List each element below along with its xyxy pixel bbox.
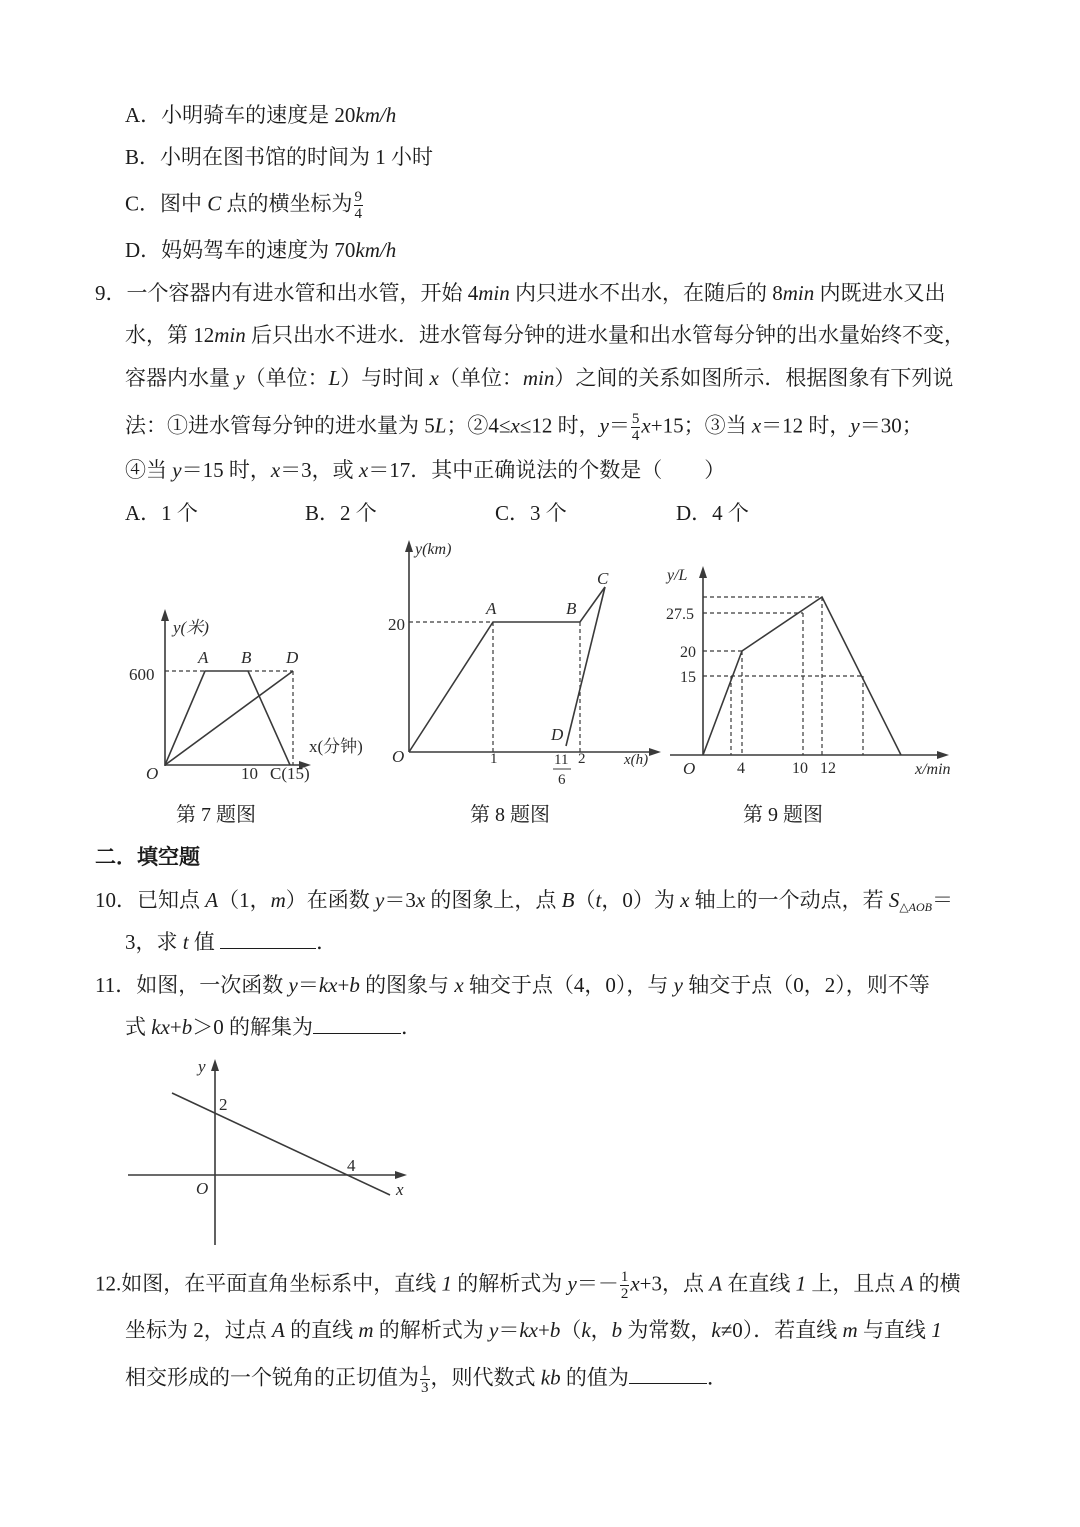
x-axis-label: x bbox=[396, 1180, 404, 1199]
math-var: x bbox=[429, 366, 439, 390]
text-run: 式 bbox=[125, 1015, 152, 1039]
text-run: 的横 bbox=[913, 1271, 961, 1296]
math-var: x bbox=[630, 1271, 640, 1296]
text-run: ， bbox=[590, 1318, 612, 1342]
math-var: k bbox=[711, 1318, 721, 1342]
point-label-a: A bbox=[198, 648, 209, 667]
math-var: m bbox=[358, 1318, 374, 1342]
x-tick-label: 10 bbox=[792, 760, 808, 777]
text-run: ． bbox=[401, 1015, 422, 1039]
denominator: 4 bbox=[631, 428, 640, 444]
q12-line-3 bbox=[125, 1363, 728, 1396]
point-label-c: C(15) bbox=[270, 764, 310, 783]
text-run: D．妈妈驾车的速度为 70 bbox=[125, 238, 356, 262]
text-run: ＝3 bbox=[384, 888, 416, 912]
text-run: ，则代数式 bbox=[430, 1365, 541, 1390]
q9-line-3 bbox=[125, 364, 953, 392]
math-var: kx bbox=[318, 973, 338, 997]
math-var: m bbox=[842, 1318, 858, 1342]
x-tick-label: 1 bbox=[490, 751, 498, 767]
text-run: 上，且点 bbox=[806, 1271, 901, 1296]
text-run: ＝17．其中正确说法的个数是（ ） bbox=[368, 458, 726, 482]
math-var: y bbox=[673, 973, 683, 997]
text-run: 的图象与 bbox=[359, 973, 455, 997]
fraction bbox=[420, 1363, 430, 1396]
math-var: x bbox=[454, 973, 464, 997]
text-run: 值 bbox=[188, 930, 221, 954]
x-tick-label: 4 bbox=[737, 760, 745, 777]
denominator: 3 bbox=[421, 1380, 429, 1396]
text-run: + bbox=[169, 1015, 182, 1039]
text-run: 点的横坐标为 bbox=[221, 191, 353, 216]
math-var: x bbox=[751, 413, 762, 438]
fraction bbox=[620, 1269, 630, 1302]
math-var: y bbox=[288, 973, 298, 997]
q9-option-d: D．4 个 bbox=[676, 501, 749, 525]
math-var: k bbox=[581, 1318, 591, 1342]
text-run: ）之间的关系如图所示．根据图象有下列说 bbox=[554, 366, 954, 390]
x-axis-label: x/min bbox=[915, 761, 951, 778]
text-run: B．小明在图书馆的时间为 1 小时 bbox=[125, 145, 434, 169]
caption-figure-9: 第 9 题图 bbox=[743, 804, 823, 826]
text-run: 相交形成的一个锐角的正切值为 bbox=[125, 1365, 419, 1390]
q10-line-1 bbox=[95, 886, 953, 921]
x-intercept-label: 4 bbox=[347, 1156, 356, 1175]
text-run: ＝ bbox=[297, 973, 319, 997]
section-title: 二．填空题 bbox=[95, 845, 200, 869]
text-run: ≤12 时， bbox=[519, 413, 600, 438]
text-run: （1， bbox=[218, 888, 271, 912]
origin-label: O bbox=[683, 759, 696, 778]
text-run: ＝30； bbox=[859, 413, 923, 438]
unit: L bbox=[328, 366, 341, 390]
text-run: 10．已知点 bbox=[95, 888, 206, 912]
y-axis-label: y/L bbox=[667, 567, 688, 584]
math-var: B bbox=[561, 888, 575, 912]
q9-line-5 bbox=[125, 456, 725, 484]
y-axis-arrow bbox=[699, 566, 707, 578]
math-var: x bbox=[510, 413, 520, 438]
text-run: ＝ bbox=[498, 1318, 520, 1342]
numerator: 1 bbox=[620, 1269, 629, 1285]
numerator: 5 bbox=[631, 411, 640, 427]
answer-blank bbox=[220, 928, 316, 949]
math-var: y bbox=[489, 1318, 499, 1342]
math-var: S bbox=[888, 888, 900, 912]
text-run: ＝15 时， bbox=[181, 458, 271, 482]
answer-blank bbox=[629, 1363, 707, 1384]
math-var: 1 bbox=[795, 1271, 807, 1296]
text-run: ＝－ bbox=[576, 1271, 619, 1296]
text-run: +3，点 bbox=[639, 1271, 710, 1296]
text-run: ＝ bbox=[931, 888, 953, 912]
math-var: kb bbox=[540, 1365, 561, 1390]
text-run: 后只出水不进水．进水管每分钟的进水量和出水管每分钟的出水量始终不变， bbox=[245, 323, 965, 347]
math-var: A bbox=[709, 1271, 723, 1296]
text-run: ＝12 时， bbox=[761, 413, 851, 438]
math-var: 1 bbox=[931, 1318, 942, 1342]
text-run: 为常数， bbox=[622, 1318, 712, 1342]
math-var: x bbox=[270, 458, 281, 482]
math-var: A bbox=[272, 1318, 285, 1342]
q8-option-a bbox=[125, 101, 396, 129]
text-run: 坐标为 2，过点 bbox=[125, 1318, 272, 1342]
math-var: y bbox=[567, 1271, 577, 1296]
text-run: 轴交于点（0，2），则不等 bbox=[682, 973, 930, 997]
text-run: ≠0）．若直线 bbox=[720, 1318, 843, 1342]
y-tick-label: 27.5 bbox=[666, 606, 694, 623]
text-run: 的直线 bbox=[284, 1318, 359, 1342]
q9-option-c: C．3 个 bbox=[495, 501, 567, 525]
y-axis-label: y(米) bbox=[173, 618, 209, 637]
q12-line-2 bbox=[125, 1316, 942, 1344]
text-run: ）在函数 bbox=[285, 888, 375, 912]
text-run: 内只进水不出水，在随后的 8 bbox=[509, 281, 783, 305]
math-var: x bbox=[641, 413, 651, 438]
text-run: 的解析式为 bbox=[373, 1318, 489, 1342]
x-tick-label: 2 bbox=[578, 751, 586, 767]
q9-line-4 bbox=[125, 411, 923, 444]
text-run: 9．一个容器内有进水管和出水管，开始 4 bbox=[95, 281, 479, 305]
unit: km/h bbox=[355, 238, 397, 262]
math-var: 1 bbox=[441, 1271, 452, 1296]
text-run: 轴上的一个动点，若 bbox=[689, 888, 889, 912]
text-run: 法：①进水管每分钟的进水量为 5 bbox=[125, 413, 435, 438]
unit: km/h bbox=[355, 103, 397, 127]
text-run: ＝3，或 bbox=[280, 458, 359, 482]
y-axis-arrow bbox=[405, 540, 413, 552]
text-run: （单位： bbox=[438, 366, 523, 390]
text-run: 容器内水量 bbox=[125, 366, 236, 390]
point-label-d: D bbox=[551, 725, 564, 744]
math-var: b bbox=[549, 1318, 561, 1342]
text-run: ＞0 的解集为 bbox=[192, 1015, 313, 1039]
origin-label: O bbox=[196, 1179, 209, 1198]
subscript: △AOB bbox=[899, 900, 932, 914]
math-var: y bbox=[599, 413, 609, 438]
x-axis-label: x(h) bbox=[624, 752, 649, 768]
x-axis-label: x(分钟) bbox=[309, 737, 363, 756]
figure-11 bbox=[120, 1050, 420, 1250]
text-run: 11．如图，一次函数 bbox=[95, 973, 289, 997]
text-run: 的解析式为 bbox=[452, 1271, 568, 1296]
text-run: 12.如图，在平面直角坐标系中，直线 bbox=[95, 1271, 442, 1296]
figure-8 bbox=[380, 535, 670, 795]
math-var: y bbox=[375, 888, 385, 912]
caption-figure-7: 第 7 题图 bbox=[176, 804, 256, 826]
text-run: （ bbox=[574, 888, 596, 912]
denominator: 2 bbox=[620, 1286, 629, 1302]
point-label-a: A bbox=[486, 599, 497, 618]
numerator: 9 bbox=[354, 189, 363, 205]
math-var: t bbox=[595, 888, 602, 912]
unit: min bbox=[522, 366, 555, 390]
y-axis-arrow bbox=[161, 609, 169, 621]
text-run: ，0）为 bbox=[601, 888, 681, 912]
text-run: 轴交于点（4，0），与 bbox=[463, 973, 674, 997]
q11-line-2 bbox=[125, 1013, 422, 1041]
origin-label: O bbox=[146, 764, 159, 783]
y-intercept-label: 2 bbox=[219, 1095, 228, 1114]
text-run: C．图中 bbox=[125, 191, 208, 216]
point-label-b: B bbox=[566, 599, 577, 618]
y-tick-label: 20 bbox=[388, 615, 405, 634]
text-run: ． bbox=[706, 1365, 728, 1390]
math-var: x bbox=[415, 888, 426, 912]
math-var: b bbox=[611, 1318, 623, 1342]
text-run: 在直线 bbox=[722, 1271, 796, 1296]
text-run: 3，求 bbox=[125, 930, 183, 954]
q9-option-a: A．1 个 bbox=[125, 501, 198, 525]
math-var: y bbox=[850, 413, 860, 438]
unit: L bbox=[434, 413, 447, 438]
q8-option-c bbox=[125, 189, 364, 222]
q10-line-2 bbox=[125, 928, 337, 956]
fraction bbox=[631, 411, 641, 444]
q9-line-2 bbox=[125, 321, 965, 349]
x-axis-arrow bbox=[395, 1171, 407, 1179]
text-run: （单位： bbox=[244, 366, 329, 390]
q8-option-b bbox=[125, 143, 433, 171]
math-var: kx bbox=[151, 1015, 170, 1039]
q12-line-1 bbox=[95, 1269, 961, 1302]
q8-option-d bbox=[125, 236, 396, 264]
text-run: + bbox=[537, 1318, 550, 1342]
caption-figure-8: 第 8 题图 bbox=[470, 804, 550, 826]
unit: min bbox=[478, 281, 510, 305]
y-axis-label: y bbox=[198, 1057, 206, 1076]
text-run: ④当 bbox=[125, 458, 173, 482]
figure-7 bbox=[120, 600, 380, 795]
math-var: x bbox=[680, 888, 690, 912]
text-run: 内既进水又出 bbox=[814, 281, 946, 305]
q9-option-b: B．2 个 bbox=[305, 501, 377, 525]
unit: min bbox=[214, 323, 246, 347]
math-var: A bbox=[205, 888, 219, 912]
origin-label: O bbox=[392, 747, 405, 766]
x-tick-label: 10 bbox=[241, 764, 258, 783]
y-tick-label: 15 bbox=[680, 669, 696, 686]
math-var: b bbox=[181, 1015, 193, 1039]
q11-line-1 bbox=[95, 971, 930, 999]
x-tick-fraction-denominator: 6 bbox=[558, 772, 566, 788]
y-axis-arrow bbox=[211, 1059, 219, 1071]
numerator: 1 bbox=[421, 1363, 429, 1379]
text-run: ）与时间 bbox=[340, 366, 430, 390]
y-tick-label: 600 bbox=[129, 665, 155, 684]
point-label-b: B bbox=[241, 648, 252, 667]
math-var: b bbox=[349, 973, 360, 997]
y-tick-label: 20 bbox=[680, 644, 696, 661]
x-tick-label: 12 bbox=[820, 760, 836, 777]
math-var: t bbox=[182, 930, 189, 954]
x-tick-fraction-numerator: 11 bbox=[554, 752, 569, 768]
y-axis-label: y(km) bbox=[415, 541, 452, 558]
text-run: 的图象上，点 bbox=[425, 888, 562, 912]
math-var: A bbox=[900, 1271, 914, 1296]
math-var: C bbox=[207, 191, 222, 216]
unit: min bbox=[782, 281, 815, 305]
math-var: x bbox=[358, 458, 369, 482]
q9-line-1 bbox=[95, 279, 946, 307]
text-run: 的值为 bbox=[560, 1365, 629, 1390]
text-run: （ bbox=[560, 1318, 582, 1342]
denominator: 4 bbox=[354, 206, 363, 222]
text-run: A．小明骑车的速度是 20 bbox=[125, 103, 356, 127]
x-axis-arrow bbox=[937, 751, 949, 759]
text-run: 水，第 12 bbox=[125, 323, 215, 347]
text-run: +15；③当 bbox=[650, 413, 752, 438]
fraction bbox=[354, 189, 364, 222]
point-label-c: C bbox=[597, 569, 609, 588]
math-var: kx bbox=[519, 1318, 538, 1342]
answer-blank bbox=[313, 1013, 401, 1034]
figure-9 bbox=[660, 558, 970, 788]
math-var: m bbox=[270, 888, 286, 912]
point-label-d: D bbox=[286, 648, 299, 667]
text-run: ；②4≤ bbox=[446, 413, 511, 438]
text-run: ． bbox=[316, 930, 338, 954]
math-var: y bbox=[172, 458, 182, 482]
text-run: + bbox=[337, 973, 350, 997]
math-var: y bbox=[235, 366, 245, 390]
text-run: 与直线 bbox=[857, 1318, 932, 1342]
text-run: ＝ bbox=[608, 413, 630, 438]
